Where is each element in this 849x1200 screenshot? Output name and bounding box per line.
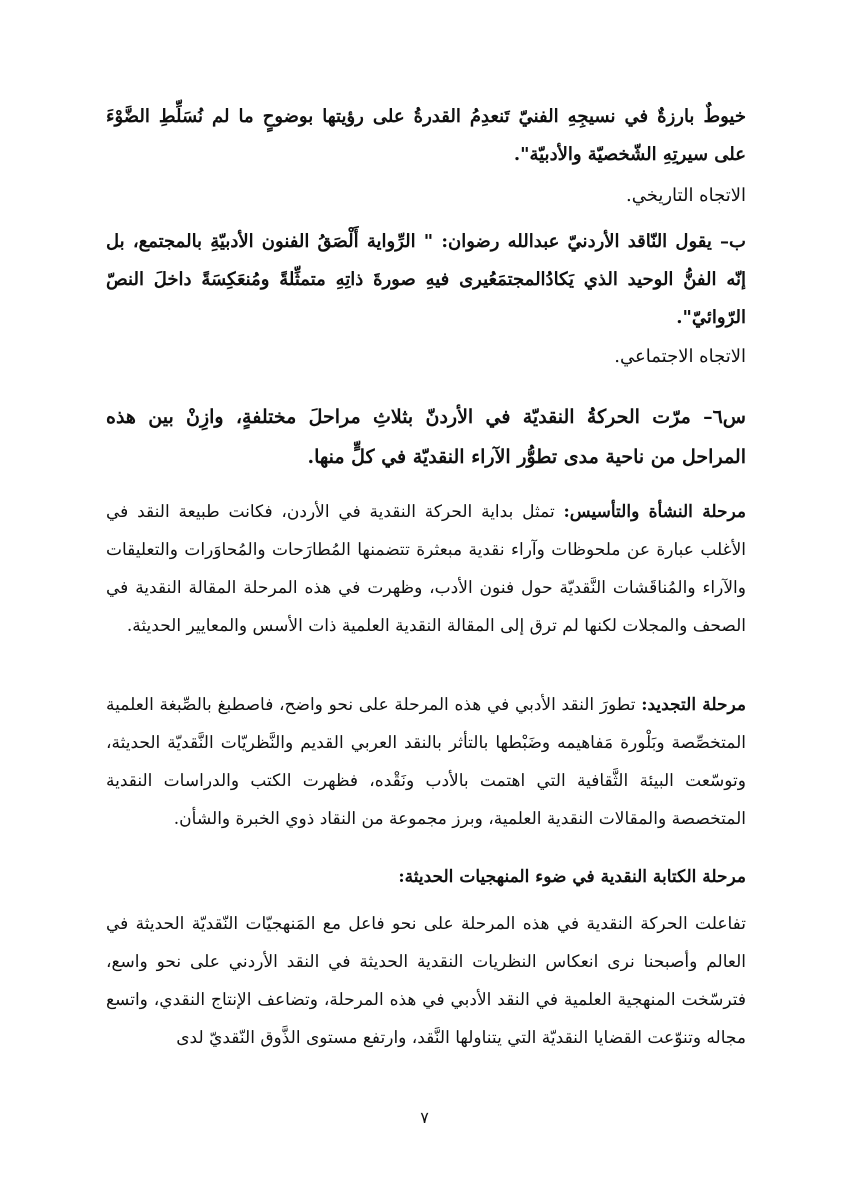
stage-2-title: مرحلة التجديد:: [641, 695, 746, 715]
question-6: س٦– مرّت الحركةُ النقديّة في الأردنّ بثلاثِ مراحلَ مختلفةٍ، وازِنْ بين هذه المراحل من ناحية مدى تطوُّر الآراء النقديّة في كلٍّ منها.: [106, 406, 746, 468]
stage-3-title: مرحلة الكتابة النقدية في ضوء المنهجيات الحديثة:: [398, 867, 746, 887]
stage-3-body: تفاعلت الحركة النقدية في هذه المرحلة على نحو فاعل مع المَنهجيّات النّقديّة الحديثة في العالم وأصبحنا نرى انعكاس النظريات النقدية الحديثة في النقد الأردني على نحو واسع، فترسّخت المنهجية العلمية في النقد الأدبي في هذه المرحلة، وتضاعف الإنتاج النقدي، واتسع مجاله وتنوّعت القضايا النقديّة التي يتناولها النَّقد، وارتفع مستوى الذَّوق النّقديّ لدى: [106, 914, 746, 1048]
stage-2-paragraph: [106, 686, 746, 838]
stage-2-body: تطورَ النقد الأدبي في هذه المرحلة على نحو واضح، فاصطبغ بالصِّبغة العلمية المتخصِّصة وبَلْورة مَفاهيمه وضَبْطها بالتأثر بالنقد العربي القديم والنَّظريّات النَّقديّة الحديثة، وتوسّعت البيئة الثَّقافية التي اهتمت بالأدب ونَقْده، فظهرت الكتب والدراسات النقدية المتخصصة والمقالات النقدية العلمية، وبرز مجموعة من النقاد ذوي الخبرة والشأن.: [106, 695, 746, 829]
page-number: ٧: [420, 1108, 429, 1127]
stage-1-body: تمثل بداية الحركة النقدية في الأردن، فكانت طبيعة النقد في الأغلب عبارة عن ملحوظات وآراء نقدية مبعثرة تتضمنها المُطارَحات والمُحاوَرات والتعليقات والآراء والمُناقَشات النَّقديّة حول فنون الأدب، وظهرت في هذه المرحلة المقالة النقدية في الصحف والمجلات لكنها لم ترق إلى المقالة النقدية العلمية ذات الأسس والمعايير الحديثة.: [106, 502, 746, 636]
stage-1-paragraph: [106, 493, 746, 645]
quote-b-text: ب– يقول النّاقد الأردنيّ عبدالله رضوان: " الرِّواية أَلْصَقُ الفنون الأدبيّةِ بالمجتمع، بل إنّه الفنُّ الوحيد الذي يَكادُالمجتمَعُيرى فيهِ صورةَ ذاتِهِ متمثِّلةً ومُنعَكِسَةً داخلَ النصّ الرّوائيّ".: [106, 231, 746, 328]
quote-a-text: خيوطٌ بارزةٌ في نسيجِهِ الفنيّ تَنعدِمُ القدرةُ على رؤيتها بوضوحٍ ما لم نُسَلِّطِ الضَّوْءَ على سيرتِهِ الشّخصيّة والأدبيّة".: [106, 106, 746, 165]
stage-1-title: مرحلة النشأة والتأسيس:: [563, 502, 746, 522]
quote-b-answer: الاتجاه الاجتماعي.: [614, 346, 746, 367]
quote-a-answer: الاتجاه التاريخي.: [626, 185, 746, 206]
